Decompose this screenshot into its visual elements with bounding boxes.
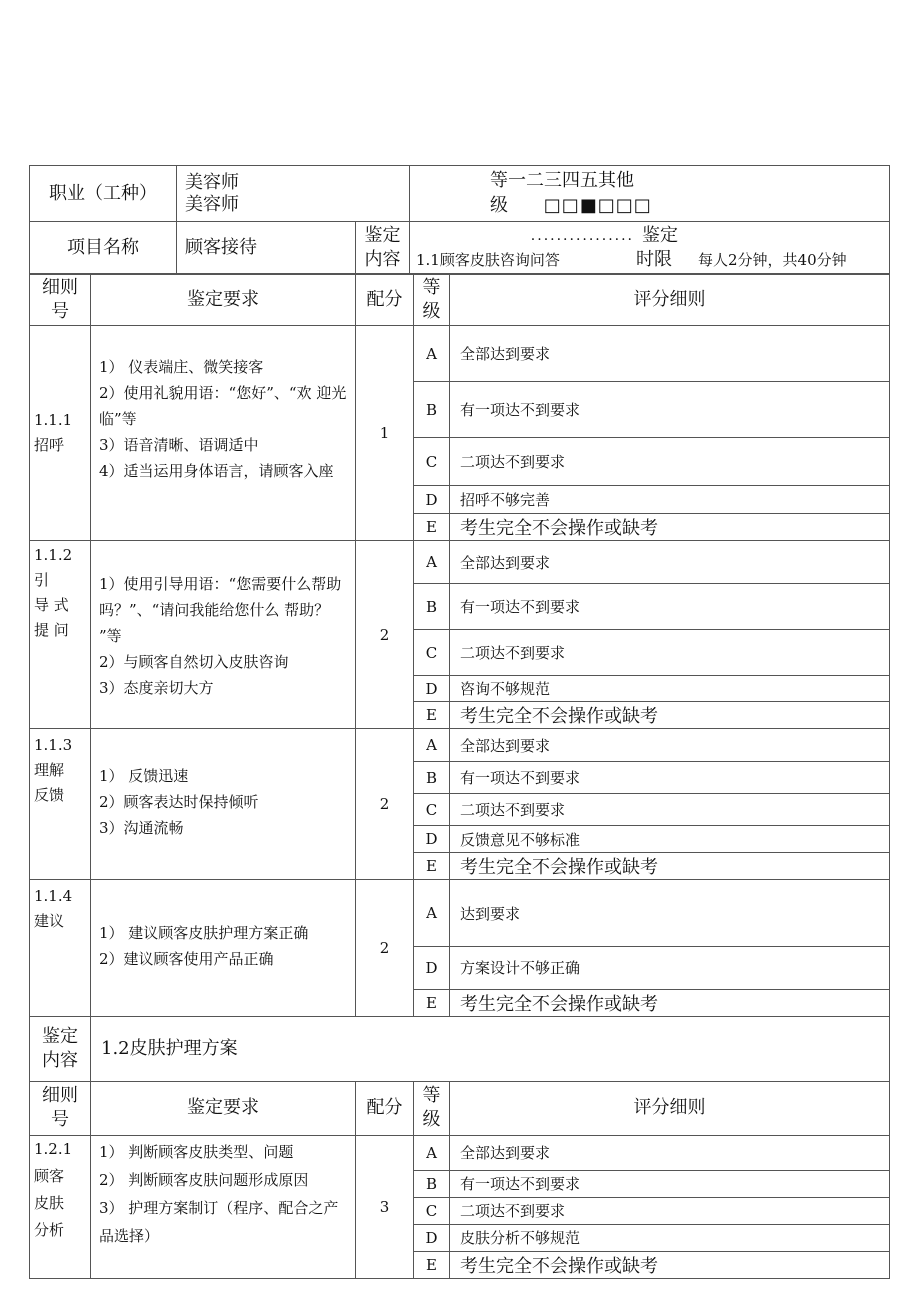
grade-level: D [414, 826, 450, 853]
grade-criteria: 二项达不到要求 [450, 1197, 890, 1224]
grade-label-bottom: 级 [490, 194, 508, 216]
section2-label-line-2: 内容 [42, 1049, 78, 1071]
assess-line-top [416, 224, 889, 248]
table-row [30, 541, 890, 584]
requirement-line: 3）沟通流畅 [99, 819, 184, 838]
assess-content-label [356, 222, 410, 274]
grade-line-top [490, 169, 889, 193]
grade-criteria: 有一项达不到要求 [450, 584, 890, 630]
item-score: 2 [356, 729, 414, 880]
requirement-line: 1）使用引导用语：“您需要什么帮助吗？”、“请问我能给您什么 帮助？ ”等 [99, 575, 342, 646]
grade-criteria: 有一项达不到要求 [450, 762, 890, 794]
grade-label-top: 等 [490, 169, 508, 191]
grade-checkboxes: □□■□□□ [543, 194, 652, 216]
col-id-line-2: 号 [51, 301, 69, 323]
grade-level: C [414, 1197, 450, 1224]
table-row [30, 880, 890, 946]
col-requirement-header: 鉴定要求 [91, 1081, 356, 1135]
col-criteria-header: 评分细则 [450, 275, 890, 326]
col-score-header: 配分 [356, 1081, 414, 1135]
grade-criteria: 咨询不够规范 [450, 676, 890, 702]
item-score: 2 [356, 880, 414, 1016]
grade-criteria: 方案设计不够正确 [450, 946, 890, 989]
grade-level: A [414, 880, 450, 946]
time-label-line-1: 鉴定 [642, 224, 678, 246]
grade-line-bottom [490, 193, 889, 219]
item-id-line: 1.1.1 [34, 411, 73, 430]
main-table [29, 274, 890, 1279]
requirement-line: 1） 建议顾客皮肤护理方案正确 [99, 924, 309, 943]
table-row [30, 729, 890, 762]
item-id [30, 729, 91, 880]
item-id-line: 1.2.1 [34, 1139, 73, 1158]
col-score-header: 配分 [356, 275, 414, 326]
item-id-line: 1.1.4 [34, 887, 73, 906]
item-id-line: 1.1.3 [34, 736, 73, 755]
column-header-row [30, 275, 890, 326]
grade-criteria: 全部达到要求 [450, 729, 890, 762]
assessment-sheet [29, 165, 889, 1278]
item-score: 1 [356, 326, 414, 541]
col-id-header [30, 275, 91, 326]
item-id-line: 提 问 [34, 621, 69, 640]
table-row [30, 326, 890, 382]
assess-label-line-1: 鉴定 [364, 224, 401, 246]
item-id-line: 顾客 [34, 1166, 65, 1185]
occupation-value-line-1: 美容师 [185, 171, 239, 193]
grade-criteria: 皮肤分析不够规范 [450, 1224, 890, 1251]
requirement-line: 1） 仪表端庄、微笑接客 [99, 358, 264, 377]
grade-criteria: 反馈意见不够标准 [450, 826, 890, 853]
item-requirements [91, 1135, 356, 1278]
section2-title: 1.2皮肤护理方案 [91, 1016, 890, 1081]
col-criteria-header: 评分细则 [450, 1081, 890, 1135]
item-requirements [91, 326, 356, 541]
grade-criteria: 考生完全不会操作或缺考 [450, 1251, 890, 1278]
grade-criteria: 二项达不到要求 [450, 630, 890, 676]
grade-criteria: 全部达到要求 [450, 326, 890, 382]
grade-level: B [414, 1170, 450, 1197]
grade-criteria: 考生完全不会操作或缺考 [450, 702, 890, 729]
col-level-line-2: 级 [422, 301, 441, 323]
time-value: 每人2分钟，共40分钟 [698, 250, 847, 269]
project-value: 顾客接待 [177, 222, 356, 274]
item-id-line: 导 式 [34, 596, 69, 615]
requirement-line: 2）建议顾客使用产品正确 [99, 950, 274, 969]
item-id [30, 880, 91, 1016]
item-score: 3 [356, 1135, 414, 1278]
col-level-line-1: 等 [422, 277, 441, 299]
occupation-value [177, 166, 410, 222]
column-header-row [30, 1081, 890, 1135]
grade-level: C [414, 438, 450, 486]
requirement-line: 品选择） [99, 1226, 160, 1245]
item-requirements [91, 729, 356, 880]
item-id-line: 建议 [34, 912, 65, 931]
assess-line-bottom [416, 248, 889, 272]
grade-criteria: 考生完全不会操作或缺考 [450, 989, 890, 1016]
grade-level: C [414, 630, 450, 676]
grade-criteria: 考生完全不会操作或缺考 [450, 853, 890, 880]
requirement-line: 3） 护理方案制订（程序、配合之产 [99, 1198, 339, 1217]
grade-level: A [414, 729, 450, 762]
grade-criteria: 全部达到要求 [450, 541, 890, 584]
grade-criteria: 考生完全不会操作或缺考 [450, 514, 890, 541]
grade-criteria: 有一项达不到要求 [450, 1170, 890, 1197]
requirement-line: 4）适当运用身体语言，请顾客入座 [99, 462, 334, 481]
assess-label-line-2: 内容 [364, 248, 401, 270]
col-id-line-1: 细则 [42, 1085, 78, 1107]
assess-dots: ................ [530, 227, 634, 244]
item-requirements [91, 541, 356, 729]
item-id-line: 分析 [34, 1220, 65, 1239]
col-level-header [414, 275, 450, 326]
col-id-line-1: 细则 [42, 277, 78, 299]
col-requirement-header: 鉴定要求 [91, 275, 356, 326]
item-requirements [91, 880, 356, 1016]
grade-level: B [414, 762, 450, 794]
col-id-line-2: 号 [51, 1109, 69, 1131]
requirement-line: 2）与顾客自然切入皮肤咨询 [99, 653, 289, 672]
requirement-line: 2） 判断顾客皮肤问题形成原因 [99, 1170, 309, 1189]
grade-level: D [414, 1224, 450, 1251]
requirement-line: 3）语音清晰、语调适中 [99, 436, 259, 455]
requirement-line: 2）顾客表达时保持倾听 [99, 793, 259, 812]
grade-criteria: 二项达不到要求 [450, 438, 890, 486]
grade-cell [410, 166, 890, 222]
item-score: 2 [356, 541, 414, 729]
time-label-line-2: 时限 [636, 248, 672, 270]
grade-level: A [414, 326, 450, 382]
grade-level: E [414, 989, 450, 1016]
grade-options: 一二三四五其他 [508, 169, 634, 191]
grade-level: A [414, 1135, 450, 1170]
grade-level: D [414, 486, 450, 514]
grade-level: D [414, 676, 450, 702]
occupation-label: 职业（工种） [30, 166, 177, 222]
assess-content-cell [410, 222, 890, 274]
requirement-line: 3）态度亲切大方 [99, 679, 214, 698]
grade-level: B [414, 382, 450, 438]
grade-criteria: 二项达不到要求 [450, 794, 890, 826]
item-id-line: 1.1.2 引 [34, 546, 73, 590]
project-label: 项目名称 [30, 222, 177, 274]
requirement-line: 1） 判断顾客皮肤类型、问题 [99, 1142, 294, 1161]
item-id-line: 皮肤 [34, 1193, 65, 1212]
grade-criteria: 达到要求 [450, 880, 890, 946]
requirement-line: 1） 反馈迅速 [99, 767, 189, 786]
grade-criteria: 招呼不够完善 [450, 486, 890, 514]
grade-level: D [414, 946, 450, 989]
col-level-line-1: 等 [422, 1085, 441, 1107]
col-id-header [30, 1081, 91, 1135]
requirement-line: 2）使用礼貌用语：“您好”、“欢 迎光临”等 [99, 384, 347, 429]
grade-criteria: 有一项达不到要求 [450, 382, 890, 438]
header-table [29, 165, 890, 274]
item-id-line: 招呼 [34, 436, 65, 455]
item-id-line: 理解 [34, 761, 65, 780]
item-id-line: 反馈 [34, 786, 65, 805]
item-id [30, 326, 91, 541]
occupation-value-line-2: 美容师 [185, 193, 239, 215]
grade-level: E [414, 702, 450, 729]
col-level-line-2: 级 [422, 1109, 441, 1131]
section2-label [30, 1016, 91, 1081]
grade-level: E [414, 853, 450, 880]
section2-label-line-1: 鉴定 [42, 1025, 78, 1047]
table-row [30, 1135, 890, 1170]
assess-content-value: 1.1顾客皮肤咨询问答 [416, 250, 560, 269]
grade-level: C [414, 794, 450, 826]
grade-level: B [414, 584, 450, 630]
item-id [30, 1135, 91, 1278]
section-header-row [30, 1016, 890, 1081]
col-level-header [414, 1081, 450, 1135]
item-id [30, 541, 91, 729]
grade-level: A [414, 541, 450, 584]
grade-criteria: 全部达到要求 [450, 1135, 890, 1170]
grade-level: E [414, 514, 450, 541]
grade-level: E [414, 1251, 450, 1278]
